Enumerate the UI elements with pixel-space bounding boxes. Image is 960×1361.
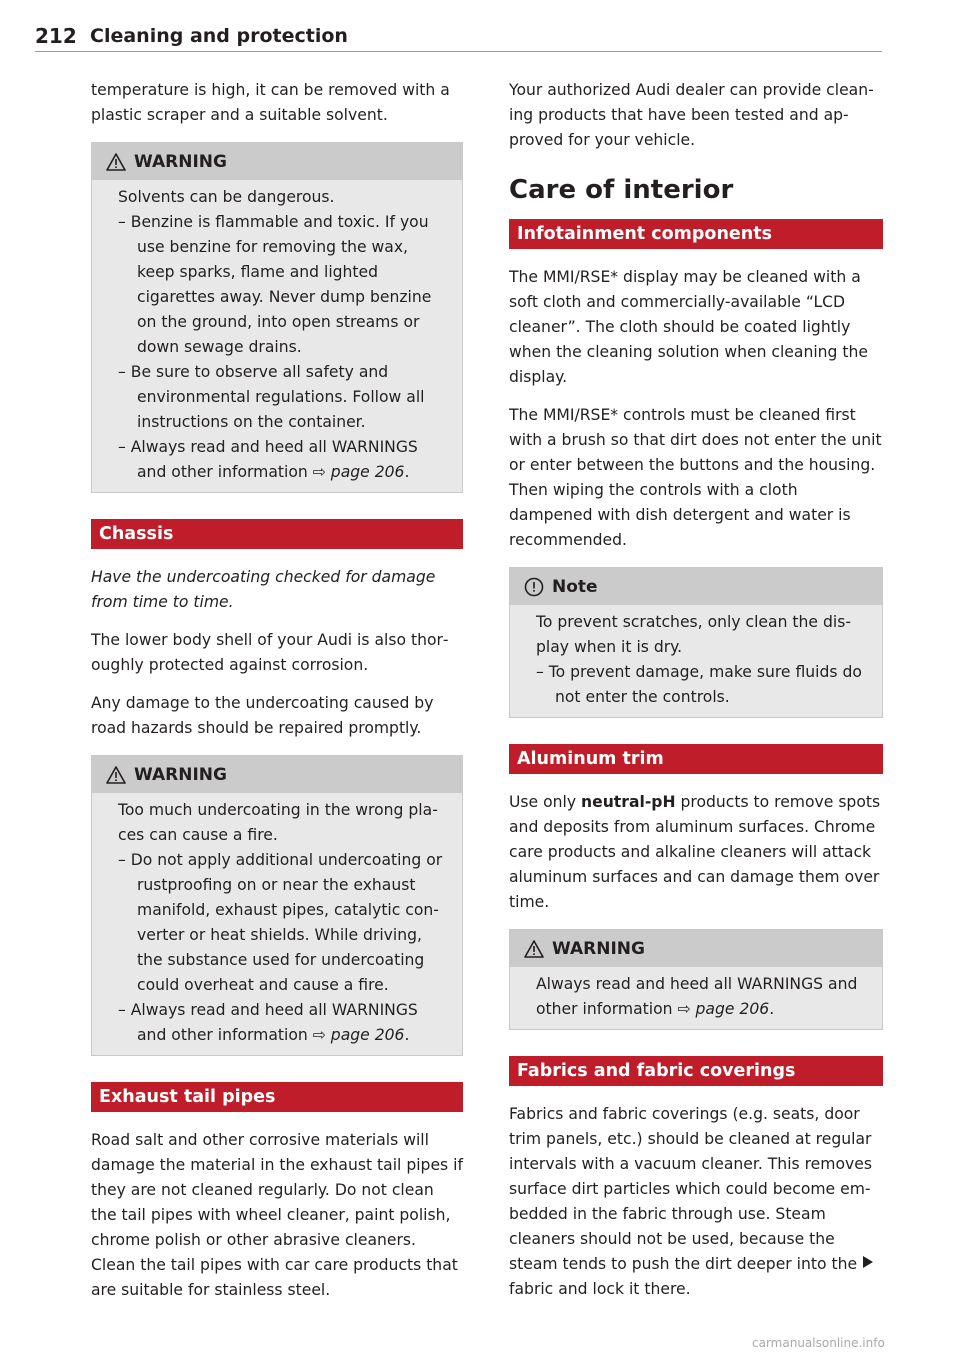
site-watermark: carmanualsonline.info: [752, 1336, 885, 1350]
aluminum-text: Use only: [509, 793, 582, 811]
warning-intro: Solvents can be dangerous.: [118, 188, 335, 206]
section-bar-chassis: Chassis: [91, 519, 463, 549]
warning-label: WARNING: [134, 151, 227, 172]
warning-bullet-reference: [118, 435, 448, 485]
section-bar-exhaust: Exhaust tail pipes: [91, 1082, 463, 1112]
warning-bullet: – Be sure to observe all safety and environmental regulations. Follow all instructions on the container.: [118, 363, 425, 431]
warning-text-reference: [536, 972, 868, 1022]
warning-header: [92, 756, 462, 793]
arrow-right-icon: ⇨: [312, 1026, 326, 1044]
reference-page: page 206: [330, 463, 405, 481]
warning-body: [510, 967, 882, 1029]
reference-page: page 206: [330, 1026, 405, 1044]
section-bar-infotainment: Infotainment components: [509, 219, 883, 249]
arrow-right-icon: ⇨: [677, 1000, 691, 1018]
warning-box-undercoating: [91, 755, 463, 1056]
warning-label: WARNING: [552, 938, 645, 959]
reference-period: .: [404, 463, 410, 481]
page-reference-link[interactable]: [313, 463, 405, 481]
page-reference-link[interactable]: [677, 1000, 769, 1018]
chassis-italic: Have the undercoating checked for damage from time to time.: [91, 568, 436, 611]
chassis-paragraph: Any damage to the undercoating caused by road hazards should be repaired promptly.: [91, 694, 434, 737]
warning-box-solvents: [91, 142, 463, 493]
warning-icon: [524, 940, 544, 958]
fabrics-paragraph: Fabrics and fabric coverings (e.g. seats, door trim panels, etc.) should be cleaned at regular intervals with a vacuum cleaner. This removes surface dirt particles which could become embedded in the fabric through use. Steam cleaners should not be used, because the steam tends to push the dirt deeper into the fabric and lock it there.: [509, 1105, 872, 1298]
aluminum-text: products to remove spots and deposits from aluminum surfaces. Chrome care products and alkaline cleaners will attack aluminum surfaces and can damage them over time.: [509, 793, 881, 911]
note-label: Note: [552, 576, 598, 597]
aluminum-paragraph: [509, 790, 883, 915]
note-header: [510, 568, 882, 605]
note-box: [509, 567, 883, 718]
reference-period: .: [404, 1026, 410, 1044]
warning-bullet-text: – Always read and heed all WARNINGS and other information: [118, 438, 418, 481]
warning-bullet-reference: [118, 998, 448, 1048]
intro-paragraph: temperature is high, it can be removed with a plastic scraper and a suitable solvent.: [91, 81, 450, 124]
care-of-interior-heading: Care of interior: [509, 175, 734, 205]
left-column: [91, 78, 463, 1303]
reference-page: page 206: [695, 1000, 770, 1018]
warning-bullet: – Benzine is flammable and toxic. If you use benzine for removing the wax, keep sparks, flame and lighted cigarettes away. Never dump benzine on the ground, into open streams or down sewage drains.: [118, 213, 432, 356]
warning-body: [92, 180, 462, 492]
dealer-paragraph: Your authorized Audi dealer can provide cleaning products that have been tested and approved for your vehicle.: [509, 81, 874, 149]
warning-intro: Too much undercoating in the wrong places can cause a fire.: [118, 801, 438, 844]
warning-icon: [106, 766, 126, 784]
section-title: Cleaning and protection: [90, 25, 348, 47]
warning-label: WARNING: [134, 764, 227, 785]
infotainment-paragraph: The MMI/RSE* display may be cleaned with a soft cloth and commercially-available “LCD cleaner”. The cloth should be coated lightly when the cleaning solution when cleaning the display.: [509, 268, 869, 386]
right-column: [509, 78, 883, 1302]
note-intro: To prevent scratches, only clean the display when it is dry.: [536, 613, 851, 656]
warning-header: [510, 930, 882, 967]
warning-icon: [106, 153, 126, 171]
warning-bullet: – Do not apply additional undercoating or rustproofing on or near the exhaust manifold, exhaust pipes, catalytic converter or heat shields. While driving, the substance used for undercoating could overheat and cause a fire.: [118, 851, 443, 994]
warning-bullet-text: – Always read and heed all WARNINGS and other information: [118, 1001, 418, 1044]
warning-body: [92, 793, 462, 1055]
reference-period: .: [769, 1000, 775, 1018]
chassis-paragraph: The lower body shell of your Audi is also thoroughly protected against corrosion.: [91, 631, 449, 674]
continue-arrow-icon: [863, 1256, 873, 1268]
exhaust-paragraph: Road salt and other corrosive materials will damage the material in the exhaust tail pipes if they are not cleaned regularly. Do not clean the tail pipes with wheel cleaner, paint polish, chrome polish or other abrasive cleaners. Clean the tail pipes with car care products that are suitable for stainless steel.: [91, 1131, 463, 1299]
arrow-right-icon: ⇨: [312, 463, 326, 481]
warning-box-aluminum: [509, 929, 883, 1030]
note-icon: [524, 577, 544, 597]
warning-text: Always read and heed all WARNINGS and other information: [536, 975, 858, 1018]
page-reference-link[interactable]: [313, 1026, 405, 1044]
infotainment-paragraph: The MMI/RSE* controls must be cleaned first with a brush so that dirt does not enter the unit or enter between the buttons and the housing. Then wiping the controls with a cloth dampened with dish detergent and water is recommended.: [509, 406, 882, 549]
section-bar-fabrics: Fabrics and fabric coverings: [509, 1056, 883, 1086]
page-header: [35, 24, 882, 52]
note-body: [510, 605, 882, 717]
neutral-ph-emphasis: neutral-pH: [581, 793, 676, 811]
note-bullet: – To prevent damage, make sure fluids do not enter the controls.: [536, 663, 862, 706]
warning-header: [92, 143, 462, 180]
section-bar-aluminum: Aluminum trim: [509, 744, 883, 774]
page-number: 212: [35, 24, 77, 48]
